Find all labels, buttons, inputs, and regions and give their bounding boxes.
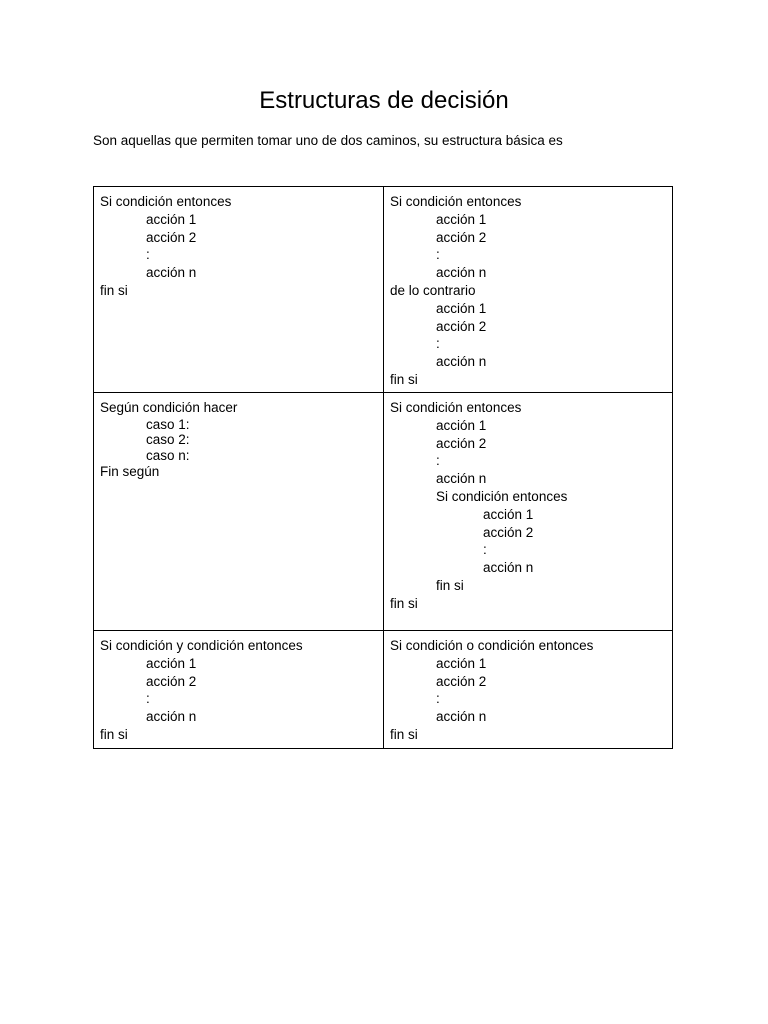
- code-line: acción n: [146, 709, 197, 725]
- code-line: de lo contrario: [390, 282, 476, 298]
- code-line: acción n: [436, 471, 487, 487]
- intro-paragraph: Son aquellas que permiten tomar uno de dos caminos, su estructura básica es: [93, 133, 563, 148]
- code-line: acción 2: [436, 318, 487, 334]
- code-line: caso 2:: [146, 432, 190, 448]
- code-line: :: [146, 691, 150, 707]
- code-line: Si condición y condición entonces: [100, 638, 303, 653]
- code-line: acción 2: [146, 673, 197, 689]
- code-line: Si condición entonces: [436, 488, 568, 504]
- code-line: Si condición entonces: [100, 194, 232, 209]
- code-line: :: [436, 336, 440, 352]
- decision-structures-table: [93, 186, 673, 749]
- table-row: [94, 187, 672, 392]
- code-line: acción n: [436, 265, 487, 281]
- code-line: acción 1: [436, 211, 487, 227]
- code-line: fin si: [390, 371, 418, 387]
- code-line: acción 1: [436, 417, 487, 433]
- code-line: acción 2: [436, 435, 487, 451]
- code-line: acción 2: [436, 229, 487, 245]
- code-line: Según condición hacer: [100, 400, 238, 415]
- code-line: :: [436, 453, 440, 469]
- code-line: acción 2: [436, 673, 487, 689]
- code-line: acción 2: [146, 229, 197, 245]
- code-line: Si condición o condición entonces: [390, 638, 594, 653]
- code-line: acción 2: [483, 524, 534, 540]
- cell-if-else: [383, 187, 672, 392]
- code-line: :: [483, 542, 487, 558]
- cell-and-condition: [94, 631, 383, 748]
- cell-simple-if: [94, 187, 383, 392]
- code-line: fin si: [436, 577, 464, 593]
- code-line: acción n: [436, 709, 487, 725]
- page-title: Estructuras de decisión: [259, 87, 509, 114]
- code-line: acción 1: [436, 655, 487, 671]
- code-line: acción 1: [483, 506, 534, 522]
- code-line: acción 1: [436, 300, 487, 316]
- code-line: fin si: [100, 726, 128, 742]
- code-line: Si condición entonces: [390, 400, 522, 415]
- code-line: :: [436, 691, 440, 707]
- code-line: caso n:: [146, 447, 190, 463]
- code-line: :: [436, 247, 440, 263]
- code-line: acción n: [436, 354, 487, 370]
- code-line: fin si: [390, 595, 418, 611]
- cell-nested-if: [383, 393, 672, 630]
- code-line: acción n: [146, 265, 197, 281]
- code-line: :: [146, 247, 150, 263]
- code-line: caso 1:: [146, 416, 190, 432]
- code-line: Fin según: [100, 464, 160, 480]
- cell-switch-case: [94, 393, 383, 630]
- cell-or-condition: [383, 631, 672, 748]
- code-line: acción 1: [146, 655, 197, 671]
- code-line: acción n: [483, 560, 534, 576]
- table-row: [94, 630, 672, 748]
- table-row: [94, 392, 672, 630]
- code-line: Si condición entonces: [390, 194, 522, 209]
- code-line: acción 1: [146, 211, 197, 227]
- code-line: fin si: [100, 282, 128, 298]
- code-line: fin si: [390, 726, 418, 742]
